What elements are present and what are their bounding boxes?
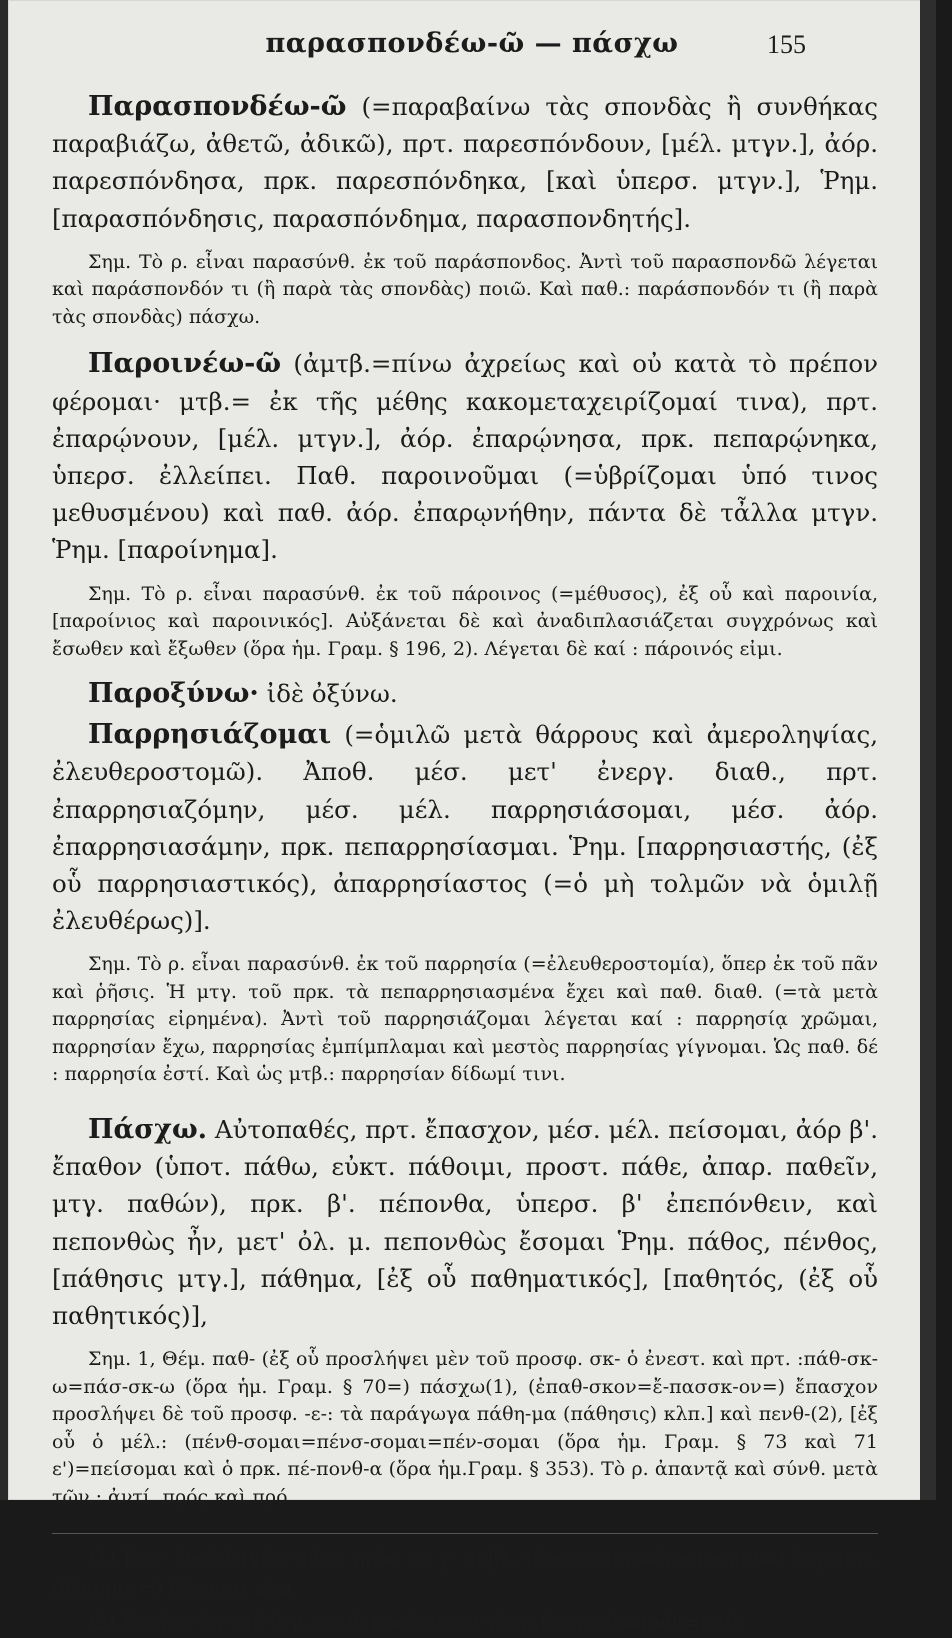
entry-note: Σημ. Τὸ ρ. εἶναι παρασύνθ. ἐκ τοῦ παράσπονδος. Ἀντὶ τοῦ παρασπονδῶ λέγεται καὶ παράσπονδόν τι (ἢ παρὰ τὰς σπονδὰς) ποιῶ. Καὶ παθ.: παράσπονδόν τι (ἢ παρὰ τὰς σπονδὰς) πάσχω. [52,250,878,328]
entry-parasponde [52,88,878,237]
entry-parresiazomai [52,716,878,939]
entry-note: Σημ. Τὸ ρ. εἶναι παρασύνθ. ἐκ τοῦ πάροινος (=μέθυσος), ἐξ οὗ καὶ παροινία, [παροίνιος καὶ παροινικός]. Αὐξάνεται δὲ καὶ ἀναδιπλασιάζεται συγχρόνως καὶ ἔσωθεν καὶ ἔξωθεν (ὅρα ἡμ. Γραμ. § 196, 2). Λέγεται δὲ καί : πάροινός εἰμι. [52,582,878,660]
headword: Πάσχω. [88,1113,208,1145]
headword: Παρασπονδέω-ῶ [88,91,347,122]
footnote-divider [52,1533,878,1534]
page-number: 155 [767,30,806,59]
entry-pascho [52,1111,878,1334]
headword: Παροξύνω· [88,678,259,710]
running-title: παρασπονδέω-ῶ — πάσχω [265,28,679,59]
entry-body: Αὐτοπαθές, πρτ. ἔπασχον, μέσ. μέλ. πείσομαι, ἀόρ β'. ἔπαθον (ὑποτ. πάθω, εὐκτ. πάθοιμι, προστ. πάθε, ἀπαρ. παθεῖν, μτγ. παθών), πρκ. β'. πέπονθα, ὑπερσ. β' ἐπεπόνθειν, καὶ πεπονθὼς ἦν, μετ' ὀλ. μ. πεπονθὼς ἔσομαι Ῥημ. πάθος, πένθος, [πάθησις μτγ.], πάθημα, [ἐξ οὗ παθηματικός], [παθητός, (ἐξ οὗ παθητικός)], [52,1114,878,1330]
book-page [8,0,936,1635]
headword: Παρρησιάζομαι [88,719,332,751]
footnote: (2) Κυρίως ἐκ τοῦ θέμ. πειθ- προέκυψεν τὸ παθ-: πενθ-=πνθ-=παθ- [88,1611,745,1635]
entry-body: ἰδὲ ὀξύνω. [266,679,398,709]
entry-body: (=παραβαίνω τὰς σπονδὰς ἢ συνθήκας παραβιάζω, ἀθετῶ, ἀδικῶ), πρτ. παρεσπόνδουν, [μέλ. μτγν.], ἀόρ. παρεσπόνδησα, πρκ. παρεσπόνδηκα, [καὶ ὑπερσ. μτγν.], Ῥημ. [παρασπόνδησις, παρασπόνδημα, παρασπονδητής]. [52,92,878,233]
entry-paroineo [52,345,878,568]
running-head [48,28,896,68]
entry-note: Σημ. 1, Θέμ. παθ- (ἐξ οὗ προσλήψει μὲν τοῦ προσφ. σκ- ὁ ἐνεστ. καὶ πρτ. :πάθ-σκ-ω=πάσ-σκ-ω (ὅρα ἡμ. Γραμ. § 70=) πάσχω(1), (ἐπαθ-σκον=ἔ-πασσκ-ον=) ἔπασχον προσλήψει δὲ τοῦ προσφ. -ε-: τὰ παράγωγα πάθη-μα (πάθησις) κλπ.] καὶ πενθ-(2), [ἐξ οὗ ὁ μέλ.: (πένθ-σομαι=πένσ-σομαι=πέν-σομαι (ὅρα ἡμ. Γραμ. § 73 καὶ 71 ε')=πείσομαι καὶ ὁ πρκ. πέ-πονθ-α (ὅρα ἡμ.Γραμ. § 353). Τὸ ρ. ἀπαντᾷ καὶ σύνθ. μετὰ τῶν : ἀντί, πρός καὶ πρό. [52,1348,878,1508]
entry-note: Σημ. Τὸ ρ. εἶναι παρασύνθ. ἐκ τοῦ παρρησία (=ἐλευθεροστομία), ὅπερ ἐκ τοῦ πᾶν καὶ ῥῆσις. Ἡ μτγ. τοῦ πρκ. τὰ πεπαρρησιασμένα ἔχει καὶ παθ. διαθ. (=τὰ μετὰ παρρησίας εἰρημένα). Ἀντὶ τοῦ παρρησιάζομαι λέγεται καί : παρρησίᾳ χρῶμαι, παρρησίαν ἔχω, παρρησίας ἐμπίμπλαμαι καὶ μεστὸς παρρησίας γίγνομαι. Ὡς παθ. δέ : παρρησία ἐστί. Καὶ ὡς μτβ.: παρρησίαν δίδωμί τινι. [52,953,878,1086]
page-content [52,88,878,1638]
entry-body: (=ὁμιλῶ μετὰ θάρρους καὶ ἀμεροληψίας, ἐλευθεροστομῶ). Ἀποθ. μέσ. μετ' ἐνεργ. διαθ., πρτ. ἐπαρρησιαζόμην, μέσ. μέλ. παρρησιάσομαι, μέσ. ἀόρ. ἐπαρρησιασάμην, πρκ. πεπαρρησίασμαι. Ῥημ. [παρρησιαστής, (ἐξ οὗ παρρησιαστικός), ἀπαρρησίαστος (=ὁ μὴ τολμῶν νὰ ὁμιλῇ ἐλευθέρως)]. [52,720,878,936]
page-left-edge [0,0,8,1500]
headword: Παροινέω-ῶ [88,348,282,380]
entry-paroxyno [52,675,878,712]
footnote: (1) Κατ' ἐναλλαγὴν τοῦ κ πρὸς τὸ χ· πρβλ. (ἔρ-σκ-ομαι=ἔρ-σκ-ομαι=) ἔρχομαι, (δέκομαι=) δέχομαι κλπ. [52,1547,878,1601]
page-right-edge [920,0,936,1500]
entry-body: (ἀμτβ.=πίνω ἀχρείως καὶ οὐ κατὰ τὸ πρέπον φέρομαι· μτβ.= ἐκ τῆς μέθης κακομεταχειρίζομαί τινα), πρτ. ἐπαρῴνουν, [μέλ. μτγν.], ἀόρ. ἐπαρῴνησα, πρκ. πεπαρῴνηκα, ὑπερσ. ἐλλείπει. Παθ. παροινοῦμαι (=ὑβρίζομαι ὑπό τινος μεθυσμένου) καὶ παθ. ἀόρ. ἐπαρῳνήθην, πάντα δὲ τἆλλα μτγν. Ῥημ. [παροίνημα]. [52,349,878,565]
